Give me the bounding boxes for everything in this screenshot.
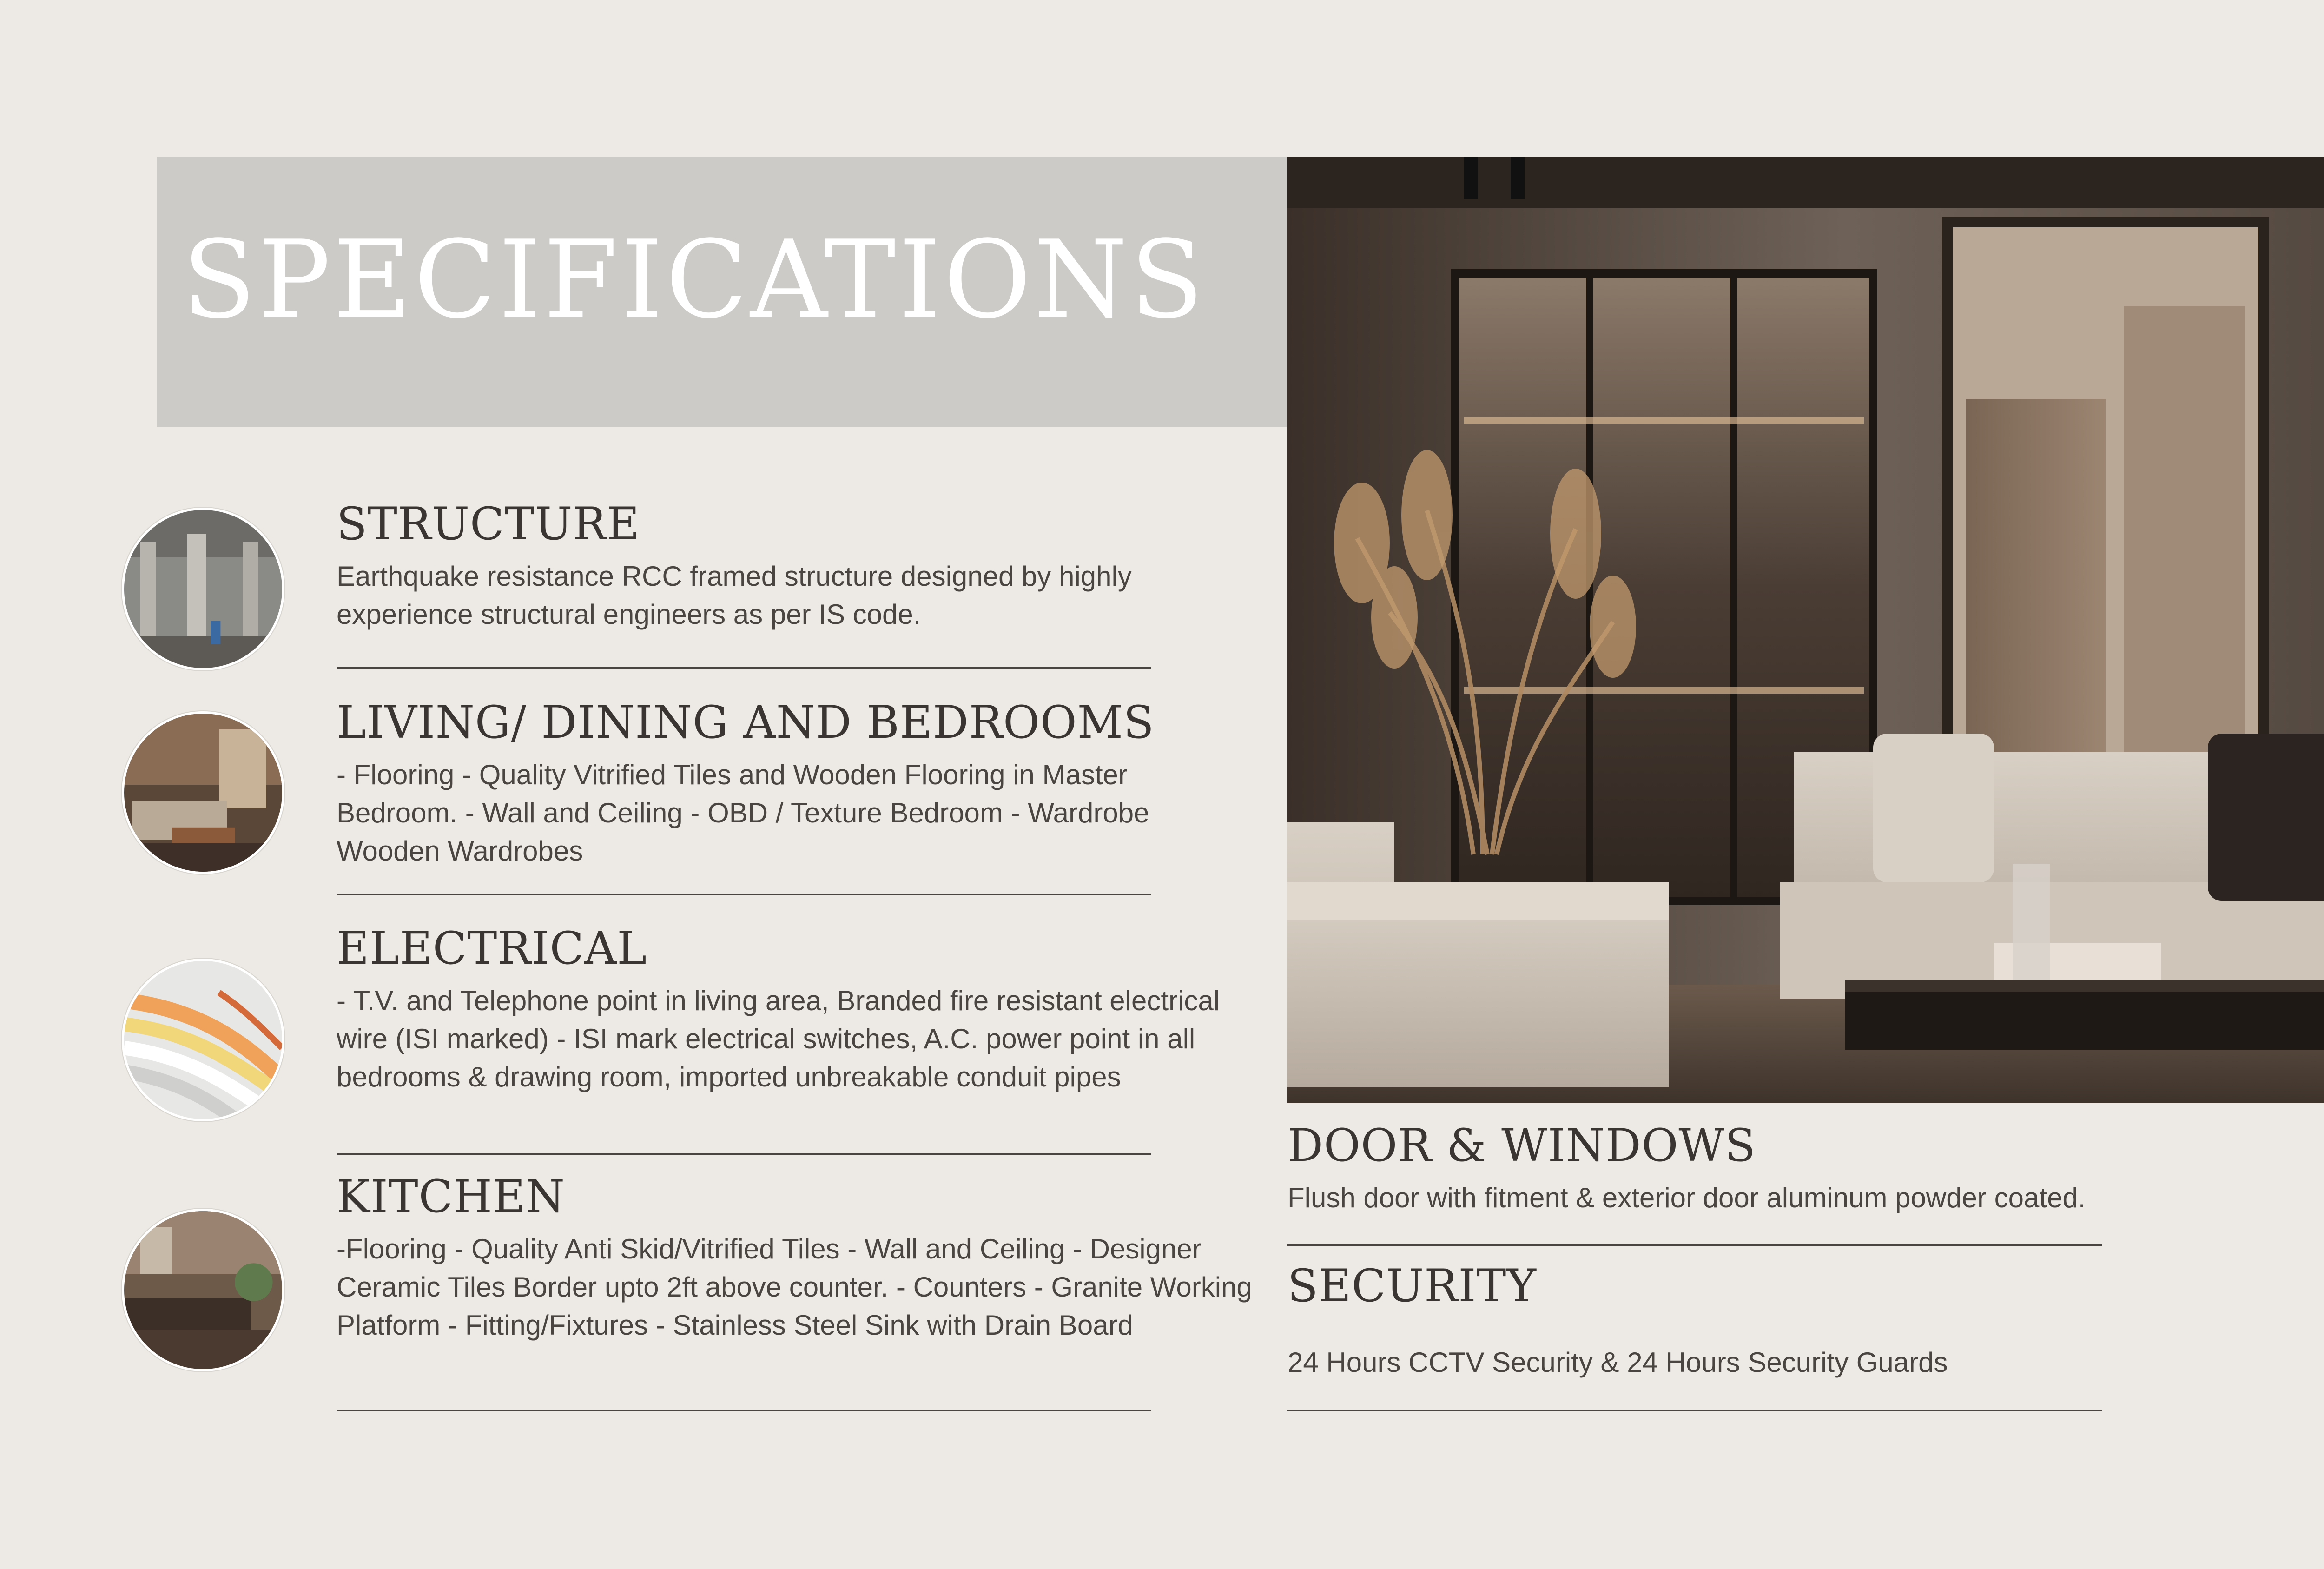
spec-heading: STRUCTURE [337, 498, 640, 550]
spec-door-windows [1287, 1121, 2324, 1217]
spec-description: Earthquake resistance RCC framed structure designed by highly experience structural engineers as per IS code. [337, 560, 1132, 630]
spec-heading: KITCHEN [337, 1171, 565, 1223]
spec-security [1287, 1262, 2324, 1382]
page-title: SPECIFICATIONS [182, 218, 1207, 342]
spec-heading: DOOR & WINDOWS [1287, 1119, 1756, 1172]
divider [337, 1410, 1151, 1411]
divider [1287, 1410, 2102, 1411]
title-band [157, 157, 1287, 427]
living-room-hero-photo [1287, 157, 2324, 1103]
divider [1287, 1244, 2102, 1246]
spec-description: -Flooring - Quality Anti Skid/Vitrified Tiles - Wall and Ceiling - Designer Ceramic Tiles Border upto 2ft above counter. - Counters - Granite Working Platform - Fitting/Fixtures - Stainless Steel Sink with Drain Board [337, 1233, 1252, 1341]
spec-heading: SECURITY [1287, 1260, 1537, 1312]
divider [337, 894, 1151, 895]
spec-living-dining-bedrooms [337, 698, 1220, 870]
spec-description: - Flooring - Quality Vitrified Tiles and Wooden Flooring in Master Bedroom. - Wall and Ceiling - OBD / Texture Bedroom - Wardrobe Wooden Wardrobes [337, 759, 1149, 867]
living-room-illustration [1287, 157, 2324, 1103]
electrical-wires-photo-icon [122, 959, 284, 1121]
spec-electrical [337, 924, 1248, 1096]
spec-description: - T.V. and Telephone point in living area, Branded fire resistant electrical wire (ISI marked) - ISI mark electrical switches, A.C. power point in all bedrooms & drawing room, imported unbreakable conduit pipes [337, 985, 1220, 1092]
spec-description: Flush door with fitment & exterior door aluminum powder coated. [1287, 1182, 2086, 1213]
spec-description: 24 Hours CCTV Security & 24 Hours Security Guards [1287, 1346, 1948, 1378]
construction-photo-icon [122, 508, 284, 670]
kitchen-photo-icon [122, 1209, 284, 1371]
divider [337, 667, 1151, 669]
spec-kitchen [337, 1172, 1266, 1344]
living-room-photo-icon [122, 711, 284, 874]
spec-heading: ELECTRICAL [337, 922, 647, 974]
spec-heading: LIVING/ DINING AND BEDROOMS [337, 696, 1155, 748]
divider [337, 1153, 1151, 1155]
spec-structure [337, 500, 1220, 634]
